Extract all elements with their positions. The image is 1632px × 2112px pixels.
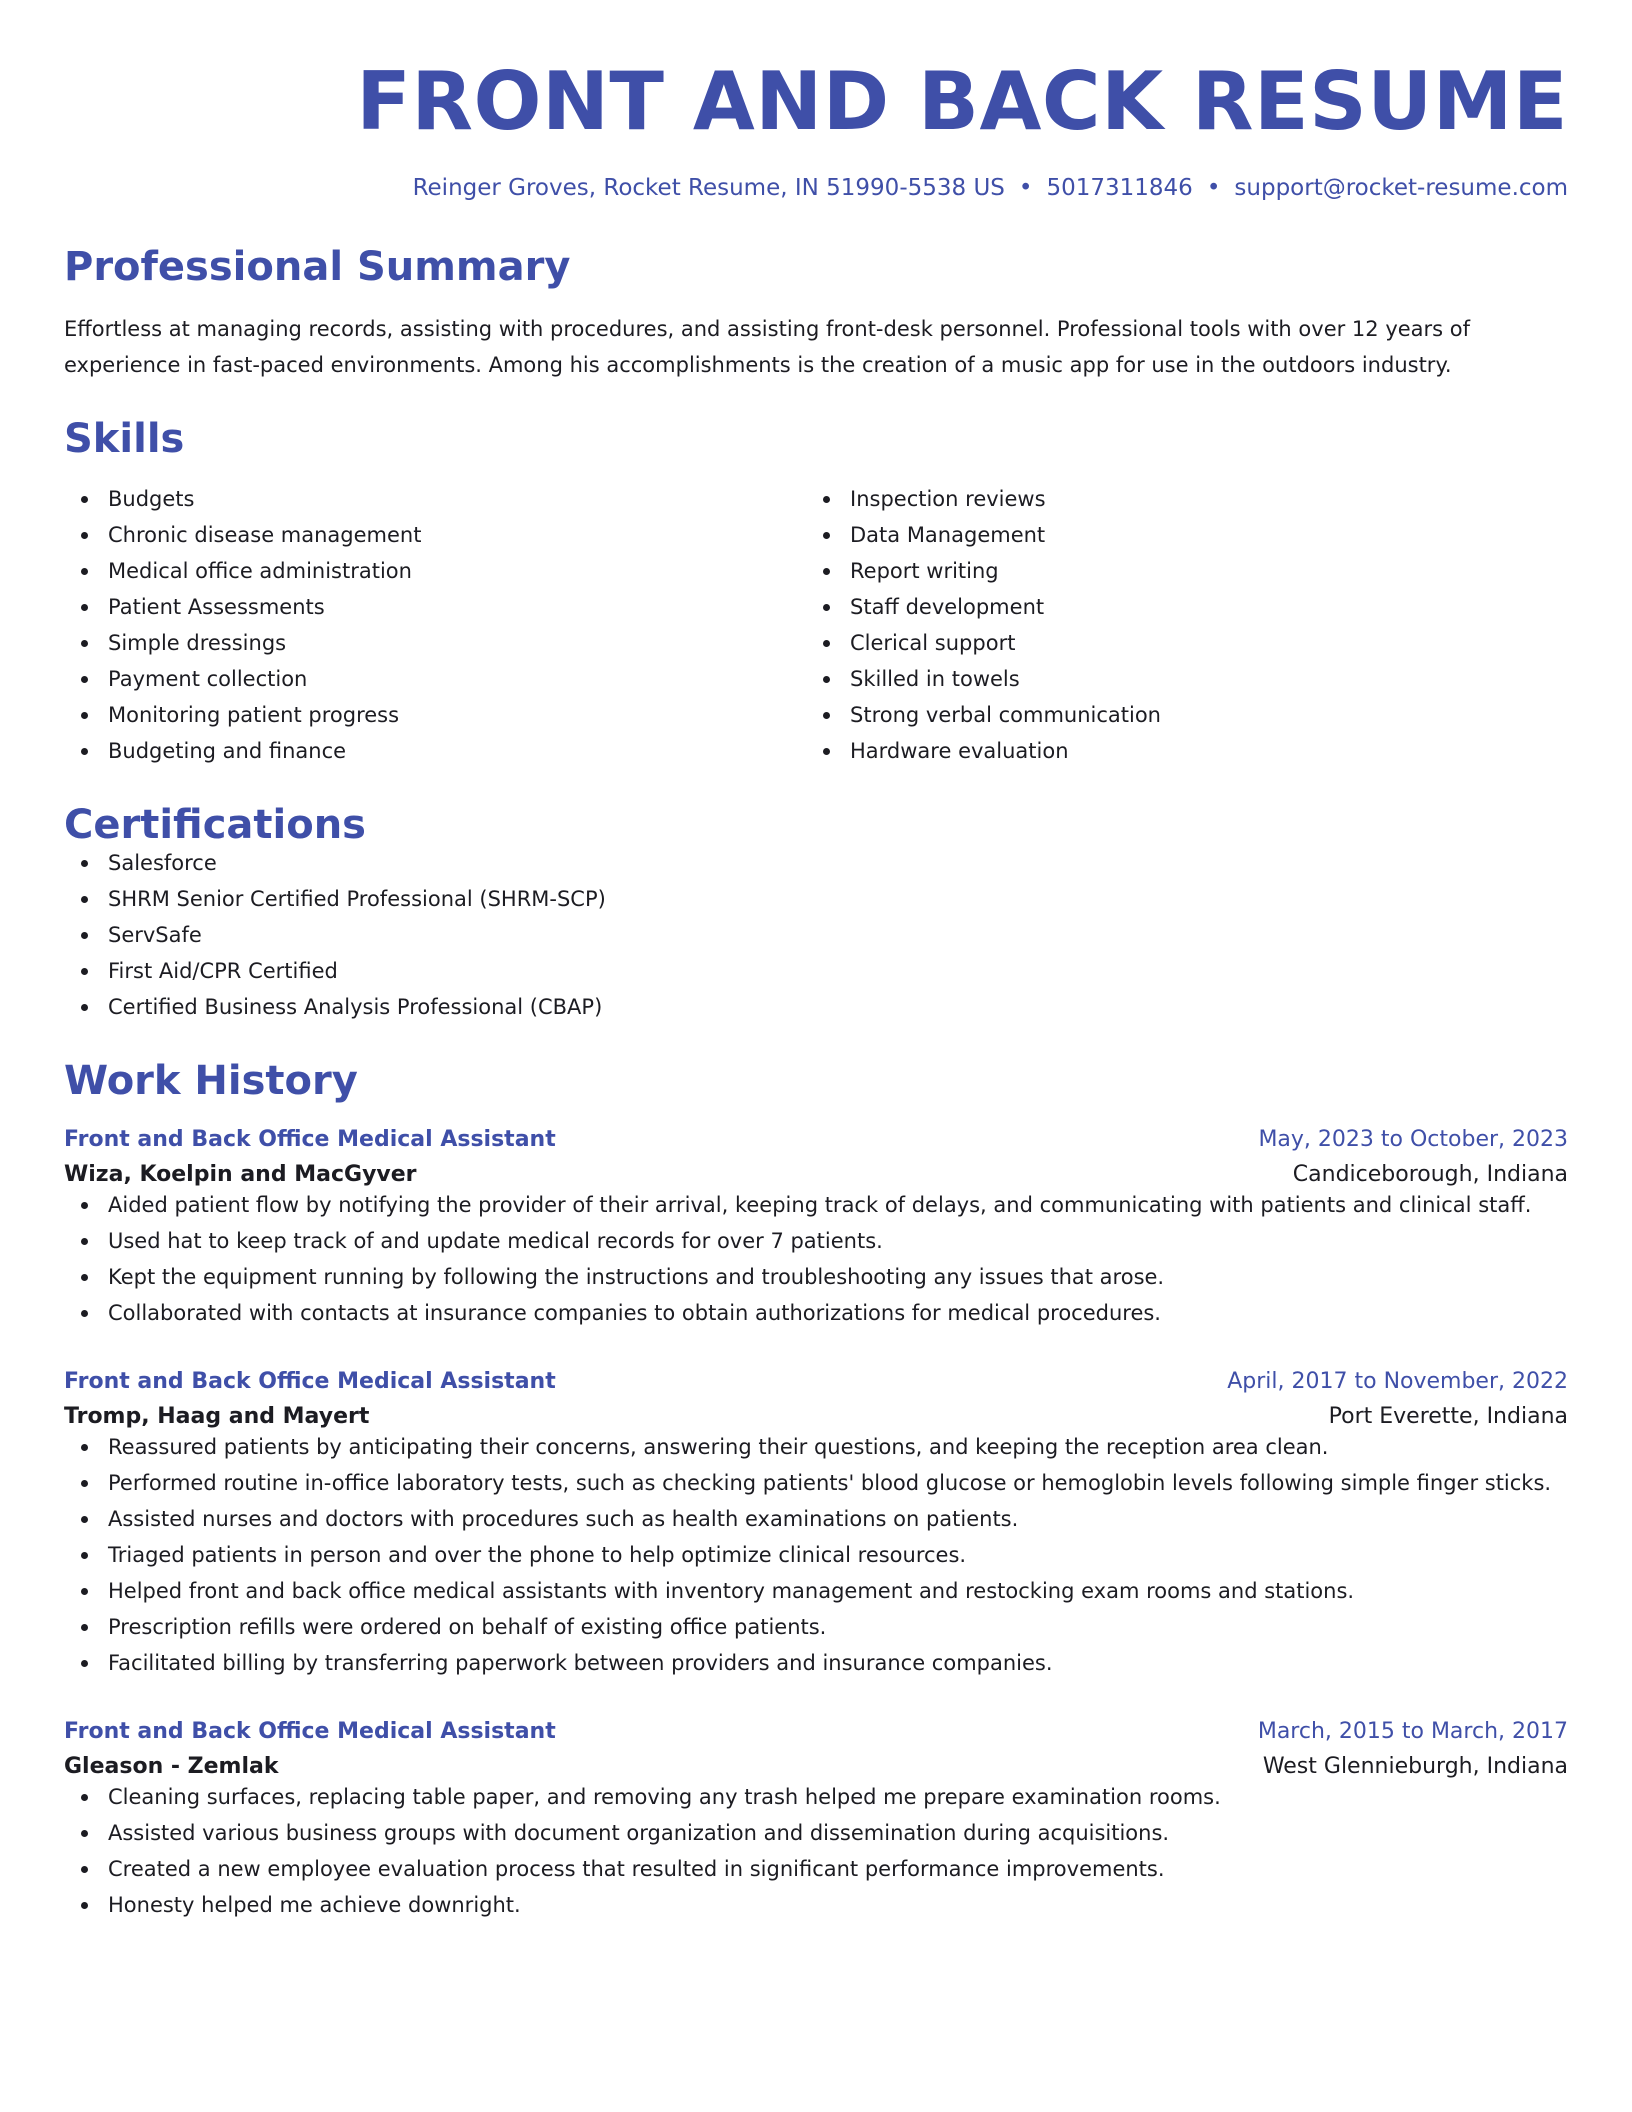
skills-list-left: [64, 481, 806, 769]
job-entry: [64, 1719, 1568, 1923]
job-header: [64, 1127, 1568, 1152]
contact-email: support@rocket-resume.com: [1234, 175, 1568, 201]
skill-item: Patient Assessments: [64, 589, 806, 625]
skill-item: Budgeting and finance: [64, 733, 806, 769]
job-duties: [64, 1779, 1568, 1923]
job-location: Port Everette, Indiana: [1328, 1404, 1568, 1429]
skill-item: Medical office administration: [64, 553, 806, 589]
resume-page: [64, 0, 1568, 1923]
skill-item: Strong verbal communication: [806, 697, 1548, 733]
certifications-list: [64, 845, 1568, 1025]
job-entry: [64, 1369, 1568, 1681]
certification-item: SHRM Senior Certified Professional (SHRM-SCP): [64, 881, 1568, 917]
skills-columns: [64, 481, 1568, 769]
job-dates: March, 2015 to March, 2017: [1257, 1719, 1568, 1744]
job-duty: Triaged patients in person and over the phone to help optimize clinical resources.: [64, 1537, 1568, 1573]
job-location: Candiceborough, Indiana: [1292, 1162, 1568, 1187]
certification-item: Certified Business Analysis Professional (CBAP): [64, 989, 1568, 1025]
job-duty: Helped front and back office medical assistants with inventory management and restocking exam rooms and stations.: [64, 1573, 1568, 1609]
contact-separator: •: [1018, 175, 1033, 201]
skill-item: Report writing: [806, 553, 1548, 589]
certifications-heading: Certifications: [64, 802, 366, 848]
certification-item: First Aid/CPR Certified: [64, 953, 1568, 989]
skill-item: Monitoring patient progress: [64, 697, 806, 733]
job-entry: [64, 1127, 1568, 1331]
skill-item: Data Management: [806, 517, 1548, 553]
job-duty: Cleaning surfaces, replacing table paper, and removing any trash helped me prepare examination rooms.: [64, 1779, 1568, 1815]
skill-item: Staff development: [806, 589, 1548, 625]
certification-item: Salesforce: [64, 845, 1568, 881]
job-subheader: [64, 1754, 1568, 1779]
contact-separator: •: [1206, 175, 1221, 201]
skill-item: Chronic disease management: [64, 517, 806, 553]
job-company: Gleason - Zemlak: [64, 1754, 279, 1779]
summary-text: Effortless at managing records, assisting with procedures, and assisting front-desk personnel. Professional tools with over 12 years of experience in fast-paced environments. Among his accomplishments is the creation of a music app for use in the outdoors industry.: [64, 317, 1471, 377]
job-duty: Facilitated billing by transferring paperwork between providers and insurance companies.: [64, 1645, 1568, 1681]
certification-item: ServSafe: [64, 917, 1568, 953]
job-title: Front and Back Office Medical Assistant: [64, 1719, 556, 1744]
skill-item: Hardware evaluation: [806, 733, 1548, 769]
resume-name: FRONT AND BACK RESUME: [356, 55, 1568, 148]
skill-item: Budgets: [64, 481, 806, 517]
job-dates: May, 2023 to October, 2023: [1258, 1127, 1568, 1152]
job-header: [64, 1369, 1568, 1394]
job-duty: Collaborated with contacts at insurance companies to obtain authorizations for medical procedures.: [64, 1295, 1568, 1331]
job-duty: Reassured patients by anticipating their concerns, answering their questions, and keeping the reception area clean.: [64, 1429, 1568, 1465]
skills-heading: Skills: [64, 416, 185, 462]
skill-item: Skilled in towels: [806, 661, 1548, 697]
job-duty: Used hat to keep track of and update medical records for over 7 patients.: [64, 1223, 1568, 1259]
contact-phone: 5017311846: [1046, 175, 1193, 201]
job-duties: [64, 1429, 1568, 1681]
work-history-heading: Work History: [64, 1058, 358, 1104]
summary-heading: Professional Summary: [64, 244, 571, 290]
job-location: West Glennieburgh, Indiana: [1262, 1754, 1568, 1779]
job-duty: Aided patient flow by notifying the provider of their arrival, keeping track of delays, and communicating with patients and clinical staff.: [64, 1187, 1568, 1223]
job-subheader: [64, 1404, 1568, 1429]
job-duty: Assisted nurses and doctors with procedures such as health examinations on patients.: [64, 1501, 1568, 1537]
job-company: Tromp, Haag and Mayert: [64, 1404, 370, 1429]
skill-item: Inspection reviews: [806, 481, 1548, 517]
job-title: Front and Back Office Medical Assistant: [64, 1127, 556, 1152]
contact-address: Reinger Groves, Rocket Resume, IN 51990-5538 US: [412, 175, 1005, 201]
job-duty: Kept the equipment running by following the instructions and troubleshooting any issues that arose.: [64, 1259, 1568, 1295]
job-company: Wiza, Koelpin and MacGyver: [64, 1162, 417, 1187]
skill-item: Payment collection: [64, 661, 806, 697]
job-title: Front and Back Office Medical Assistant: [64, 1369, 556, 1394]
skills-list-right: [806, 481, 1548, 769]
job-duty: Assisted various business groups with document organization and dissemination during acquisitions.: [64, 1815, 1568, 1851]
job-subheader: [64, 1162, 1568, 1187]
job-duties: [64, 1187, 1568, 1331]
job-duty: Created a new employee evaluation process that resulted in significant performance improvements.: [64, 1851, 1568, 1887]
skill-item: Clerical support: [806, 625, 1548, 661]
job-duty: Prescription refills were ordered on behalf of existing office patients.: [64, 1609, 1568, 1645]
job-duty: Honesty helped me achieve downright.: [64, 1887, 1568, 1923]
job-dates: April, 2017 to November, 2022: [1227, 1369, 1568, 1394]
contact-line: [64, 175, 1568, 201]
job-header: [64, 1719, 1568, 1744]
skill-item: Simple dressings: [64, 625, 806, 661]
job-duty: Performed routine in-office laboratory tests, such as checking patients' blood glucose or hemoglobin levels following simple finger sticks.: [64, 1465, 1568, 1501]
